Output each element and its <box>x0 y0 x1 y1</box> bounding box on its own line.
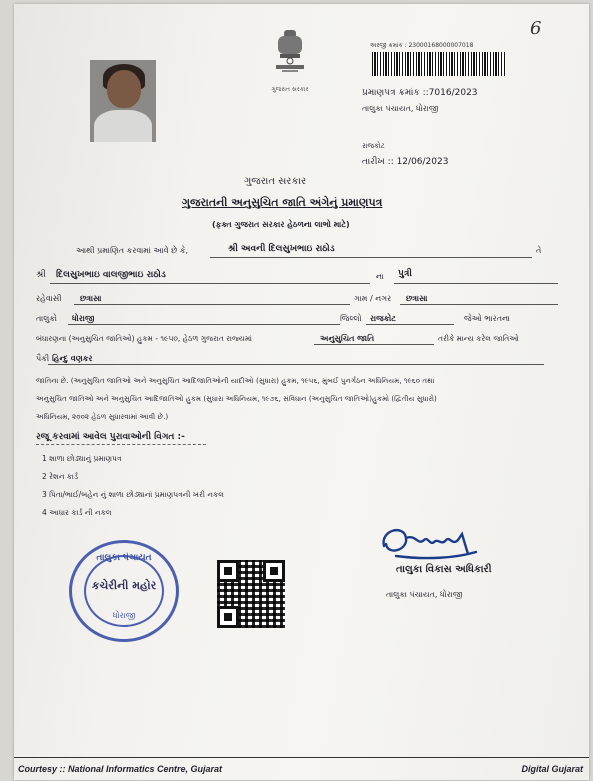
resident-value: છત્રાસા <box>80 294 102 303</box>
relation-label: ના <box>376 272 384 281</box>
applicant-name: શ્રી અવની દિલસુખભાઇ રાઠોડ <box>228 244 335 254</box>
office-seal <box>69 540 179 642</box>
village-value: છત્રાસા <box>406 294 428 303</box>
paragraph-line-2: અનુસુચિત જાતિઓ અને અનુસુચિત આદિજાતિઓ હુકમ (સુધારા અધિનિયમ, ૧૯૭૬, સંવિધાન (અનુસુચિત જાતિઓ)હુકમો (દ્વિતીય સુધારો) <box>36 394 437 403</box>
qr-code <box>217 560 285 628</box>
taluka-label: તાલુકો <box>36 314 57 323</box>
barcode <box>372 52 506 76</box>
govt-title: ગુજરાત સરકાર <box>244 176 307 187</box>
signatory-office: તાલુકા પંચાયત, ધોરાજી <box>386 590 463 599</box>
signature-icon <box>376 516 486 566</box>
seal-bottom: ધોરાજી <box>112 611 136 620</box>
certificate-title: ગુજરાતની અનુસુચિત જાતિ અંગેનું પ્રમાણપત્ર <box>182 196 383 209</box>
certify-prefix: આથી પ્રમાણિત કરવામાં આવે છે કે, <box>76 246 189 255</box>
evidence-heading: રજૂ કરવામાં આવેલ પુરાવાઓની વિગત :- <box>36 432 185 442</box>
parent-name: દિલસુખભાઇ વાલજીભાઇ રાઠોડ <box>56 270 166 280</box>
order-suffix: તરીકે માન્ય કરેલ જાતિઓ <box>438 334 519 343</box>
emblem-caption: ગુજરાત સરકાર <box>271 86 309 93</box>
applicant-photo <box>90 60 156 142</box>
parent-prefix: શ્રી <box>36 270 46 280</box>
evidence-item: 4 આધાર કાર્ડ ની નકલ <box>42 508 112 517</box>
footer-credit: Courtesy :: National Informatics Centre, Gujarat <box>18 764 223 774</box>
evidence-item: 2 રેશન કાર્ડ <box>42 472 79 481</box>
issue-date: તારીખ :: 12/06/2023 <box>362 157 449 167</box>
name-suffix: તે <box>536 246 542 255</box>
header-office: તાલુકા પંચાયત, ધોરાજી <box>362 104 439 113</box>
footer <box>14 757 589 780</box>
district-label: જિલ્લો <box>340 314 362 323</box>
seal-middle: કચેરીની મહોર <box>91 579 157 592</box>
evidence-item: 1 શાળા છોડ્યાનું પ્રમાણપત્ર <box>42 454 122 463</box>
village-label: ગામ / નગર <box>354 294 392 303</box>
header-city: રાજકોટ <box>362 142 385 150</box>
emblem-icon <box>270 28 310 80</box>
signatory-designation: તાલુકા વિકાસ અધિકારી <box>396 564 492 575</box>
india-label: જેઓ ભારતના <box>464 314 511 323</box>
seal-top: તાલુકા પંચાયત <box>96 553 152 563</box>
evidence-item: 3 પિતા/ભાઈ/બહેન નું શાળા છોડ્યાનાં પ્રમાણપત્રની ખરી નકલ <box>42 490 224 499</box>
page-number: 6 <box>530 18 542 39</box>
caste-type: અનુસુચિત જાતિ <box>320 334 375 343</box>
paragraph-line-3: અધિનિયમ, ૨૦૦૨ હેઠળ સુધારવામાં આવી છે.) <box>36 412 169 421</box>
certificate-page <box>14 4 589 780</box>
caste-value: હિન્દુ વણકર <box>52 354 93 363</box>
certificate-subtitle: (ફક્ત ગુજરાત સરકાર હેઠળના લાભો માટે) <box>212 220 350 229</box>
resident-label: રહેવાસી <box>36 294 62 303</box>
footer-brand: Digital Gujarat <box>521 764 583 774</box>
certificate-number: પ્રમાણપત્ર ક્રમાંક ::7016/2023 <box>362 88 478 98</box>
relation-value: પુત્રી <box>398 269 412 279</box>
order-text: બંધારણના (અનુસુચિત જાતિઓ) હુકમ - ૧૯૫૦, હેઠળ ગુજરાત રાજ્યમાં <box>36 334 252 343</box>
taluka-value: ધોરાજી <box>72 314 95 323</box>
paragraph-line-1: જાતિના છે. (અનુસુચિત જાતિઓ અને અનુસુચિત આદિજાતિઓની યાદીઓ (સુધારા) હુકમ, ૧૯૫૬, મુંબઈ પુનર્ગઠન અધિનિયમ, ૧૯૬૦ તથા <box>36 376 435 385</box>
barcode-number: અરજી ક્રમાંક : 23000168000007018 <box>370 42 474 49</box>
district-value: રાજકોટ <box>370 314 396 323</box>
caste-label: પૈકી <box>36 354 50 363</box>
